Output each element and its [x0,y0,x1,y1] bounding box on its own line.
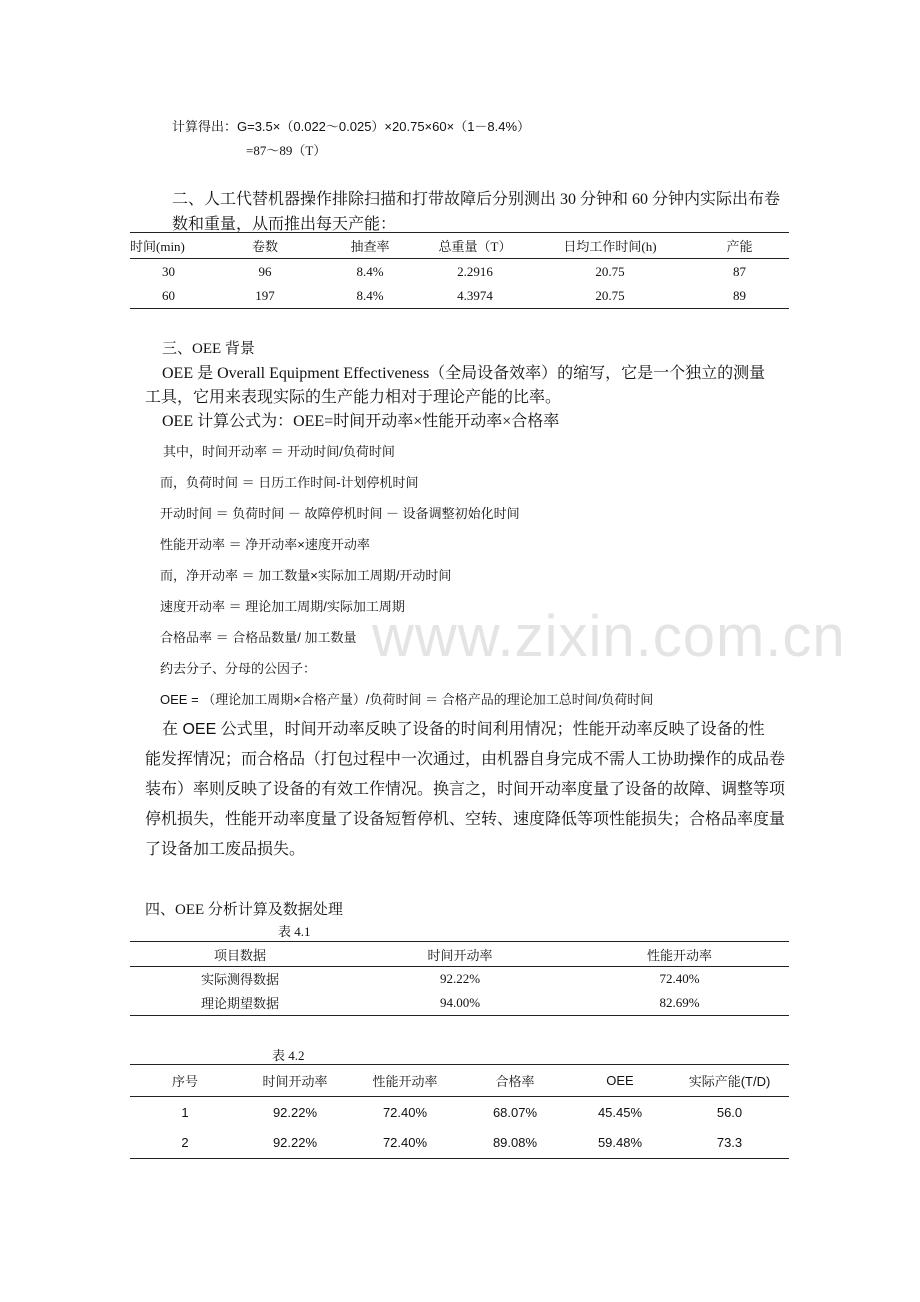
formula-line: 性能开动率 ＝ 净开动率×速度开动率 [160,537,370,552]
header-cell: 产能 [726,239,753,254]
section4-title: 四、OEE 分析计算及数据处理 [145,902,343,918]
table-cell: 4.3974 [457,288,493,304]
table-cell: 92.22% [272,1135,318,1151]
header-cell: 总重量（T） [438,239,512,254]
header-cell: 合格率 [495,1074,535,1089]
table-cell: 92.22% [439,970,481,986]
table-row [130,967,789,991]
header-cell: 时间(min) [130,239,185,254]
table-row [130,285,789,309]
formula-line: 开动时间 ＝ 负荷时间 － 故障停机时间 － 设备调整初始化时间 [160,506,520,521]
table-cell: 实际测得数据 [200,972,279,988]
table-cell: 20.75 [595,263,625,279]
header-cell: 实际产能(T/D) [688,1074,771,1089]
formula-line: 速度开动率 ＝ 理论加工周期/实际加工周期 [160,599,405,614]
formula-line: 其中，时间开动率 ＝ 开动时间/负荷时间 [163,444,395,459]
table-cell: 56.0 [716,1104,743,1120]
table-cell: 82.69% [659,994,700,1010]
header-cell: OEE [606,1073,634,1088]
oee-paragraph-line: 装布）率则反映了设备的有效工作情况。换言之，时间开动率度量了设备的故障、调整等项 [145,781,786,798]
table-row [130,259,789,285]
table-cell: 89.08% [492,1135,538,1151]
formula-line: 而，净开动率 ＝ 加工数量×实际加工周期/开动时间 [160,568,452,583]
table-cell: 197 [255,288,275,304]
section2-title-line2: 数和重量，从而推出每天产能： [172,216,397,233]
header-cell: 时间开动率 [427,947,493,963]
oee-paragraph-line: 在 OEE 公式里，时间开动率反映了设备的时间利用情况；性能开动率反映了设备的性 [162,721,765,738]
header-cell: 项目数据 [213,947,266,963]
table-cell: 8.4% [356,263,384,279]
oee-paragraph-line: 停机损失，性能开动率度量了设备短暂停机、空转、速度降低等项性能损失；合格品率度量 [145,811,786,828]
header-cell: 性能开动率 [372,1074,438,1089]
table-row [130,1097,789,1128]
table-cell: 理论期望数据 [200,996,279,1012]
oee-intro-line1: OEE 是 Overall Equipment Effectiveness（全局设备效率）的缩写，它是一个独立的测量 [162,365,766,382]
table-cell: 72.40% [659,970,700,986]
table-4-1 [130,941,789,1016]
table-cell: 2.2916 [457,263,493,279]
table-cell: 68.07% [492,1104,538,1120]
header-cell: 日均工作时间(h) [563,239,657,254]
header-cell: 序号 [171,1074,198,1089]
table-cell: 45.45% [597,1104,643,1120]
table-cell: 96 [258,263,272,279]
formula-line: 约去分子、分母的公因子： [160,661,317,676]
table-cell: 73.3 [716,1135,743,1151]
production-table [130,232,789,309]
table-cell: 72.40% [382,1104,428,1120]
table-4-1-caption: 表 4.1 [278,924,311,939]
table-row [130,991,789,1016]
oee-paragraph-line: 能发挥情况；而合格品（打包过程中一次通过，由机器自身完成不需人工协助操作的成品卷 [145,751,786,768]
table-cell: 20.75 [595,288,625,304]
section3-title: 三、OEE 背景 [162,341,255,357]
header-cell: 性能开动率 [646,947,712,963]
table-cell: 92.22% [272,1104,318,1120]
table-row [130,1128,789,1159]
table-cell: 8.4% [356,288,384,304]
table-cell: 2 [181,1135,189,1151]
table-4-2-caption: 表 4.2 [272,1048,305,1063]
header-cell: 抽查率 [350,239,390,254]
table-cell: 87 [733,263,746,279]
formula-line: 合格品率 ＝ 合格品数量/ 加工数量 [160,630,357,645]
table-cell: 30 [162,263,175,279]
table-cell: 60 [162,288,175,304]
header-cell: 卷数 [251,239,278,254]
section2-title-line1: 二、人工代替机器操作排除扫描和打带故障后分别测出 30 分钟和 60 分钟内实际出布卷 [172,191,781,208]
table-cell: 72.40% [382,1135,428,1151]
table-cell: 89 [733,288,746,304]
calc-line-1: 计算得出：G=3.5×（0.022～0.025）×20.75×60×（1－8.4%） [172,119,531,134]
calc-line-2: =87～89（T） [246,143,327,158]
header-cell: 时间开动率 [262,1074,328,1089]
oee-intro-line2: 工具，它用来表现实际的生产能力相对于理论产能的比率。 [145,389,562,406]
table-4-2 [130,1064,789,1159]
watermark: www.zixin.com.cn [372,604,846,669]
table-cell: 1 [181,1104,189,1120]
formula-line: 而，负荷时间 ＝ 日历工作时间-计划停机时间 [160,475,419,490]
oee-formula-main: OEE 计算公式为：OEE=时间开动率×性能开动率×合格率 [162,413,560,430]
table-cell: 59.48% [597,1135,643,1151]
oee-paragraph-line: 了设备加工废品损失。 [145,841,306,858]
formula-line: OEE = （理论加工周期×合格产量）/负荷时间 ＝ 合格产品的理论加工总时间/负荷时间 [160,692,654,707]
table-cell: 94.00% [439,994,481,1010]
